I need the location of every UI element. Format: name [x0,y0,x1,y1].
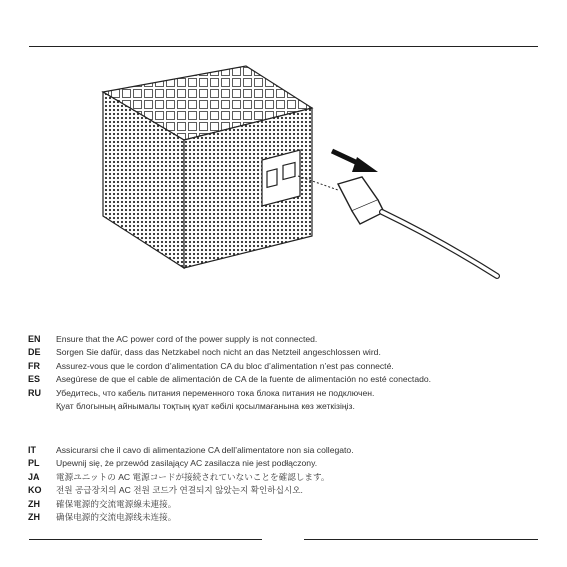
psu-body [103,66,312,268]
lang-code: KO [28,485,42,496]
lang-code: RU [28,387,41,398]
instruction-text: Assicurarsi che il cavo di alimentazione CA dell’alimentatore non sia collegato. [56,445,354,455]
instruction-row-it [28,444,548,457]
instruction-text: Убедитесь, что кабель питания переменного тока блока питания не подключен. [56,387,375,398]
unplug-arrow-icon [332,151,378,172]
instructions-group-2 [28,444,548,524]
instruction-row-en [28,333,548,346]
lang-code: PL [28,458,40,469]
lang-code: EN [28,334,41,344]
instruction-text: 確保電源的交流電源線未連接。 [56,498,177,509]
instruction-row-ko [28,484,548,497]
instruction-row-pl [28,457,548,470]
instruction-row-kk [28,400,548,413]
instructions-group-1 [28,333,548,413]
lang-code: IT [28,445,36,455]
instruction-row-zh-cn [28,511,548,524]
instruction-text: 전원 공급장치의 AC 전원 코드가 연결되지 않았는지 확인하십시오. [56,485,303,496]
instruction-text: 電源ユニットの AC 電源コードが接続されていないことを確認します。 [56,471,330,482]
instruction-text: 确保电源的交流电源线未连接。 [56,511,177,522]
lang-code: ZH [28,511,40,522]
lang-code: ZH [28,498,40,509]
power-cord [298,176,497,276]
instruction-text: Assurez-vous que le cordon d’alimentation CA du bloc d’alimentation n’est pas connecté. [56,360,394,371]
instruction-row-zh-tw [28,498,548,511]
instruction-row-fr [28,360,548,373]
instruction-text: Sorgen Sie dafür, dass das Netzkabel noch nicht an das Netzteil angeschlossen wird. [56,347,381,358]
lang-code: JA [28,471,40,482]
instruction-text: Ensure that the AC power cord of the power supply is not connected. [56,334,318,344]
lang-code: DE [28,347,41,358]
instruction-text: Қуат блогының айнымалы тоқтың қуат кәбілі қосылмағанына көз жеткізіңіз. [56,400,355,411]
instruction-text: Upewnij się, że przewód zasilający AC zasilacza nie jest podłączony. [56,458,318,469]
instruction-row-de [28,346,548,359]
lang-code: ES [28,374,41,385]
bottom-right-rule [304,539,538,540]
instruction-text: Asegúrese de que el cable de alimentación de CA de la fuente de alimentación no esté conectado. [56,374,432,385]
lang-code: FR [28,360,40,371]
instruction-row-ja [28,471,548,484]
instruction-row-es [28,373,548,386]
instruction-row-ru [28,387,548,400]
bottom-left-rule [29,539,262,540]
